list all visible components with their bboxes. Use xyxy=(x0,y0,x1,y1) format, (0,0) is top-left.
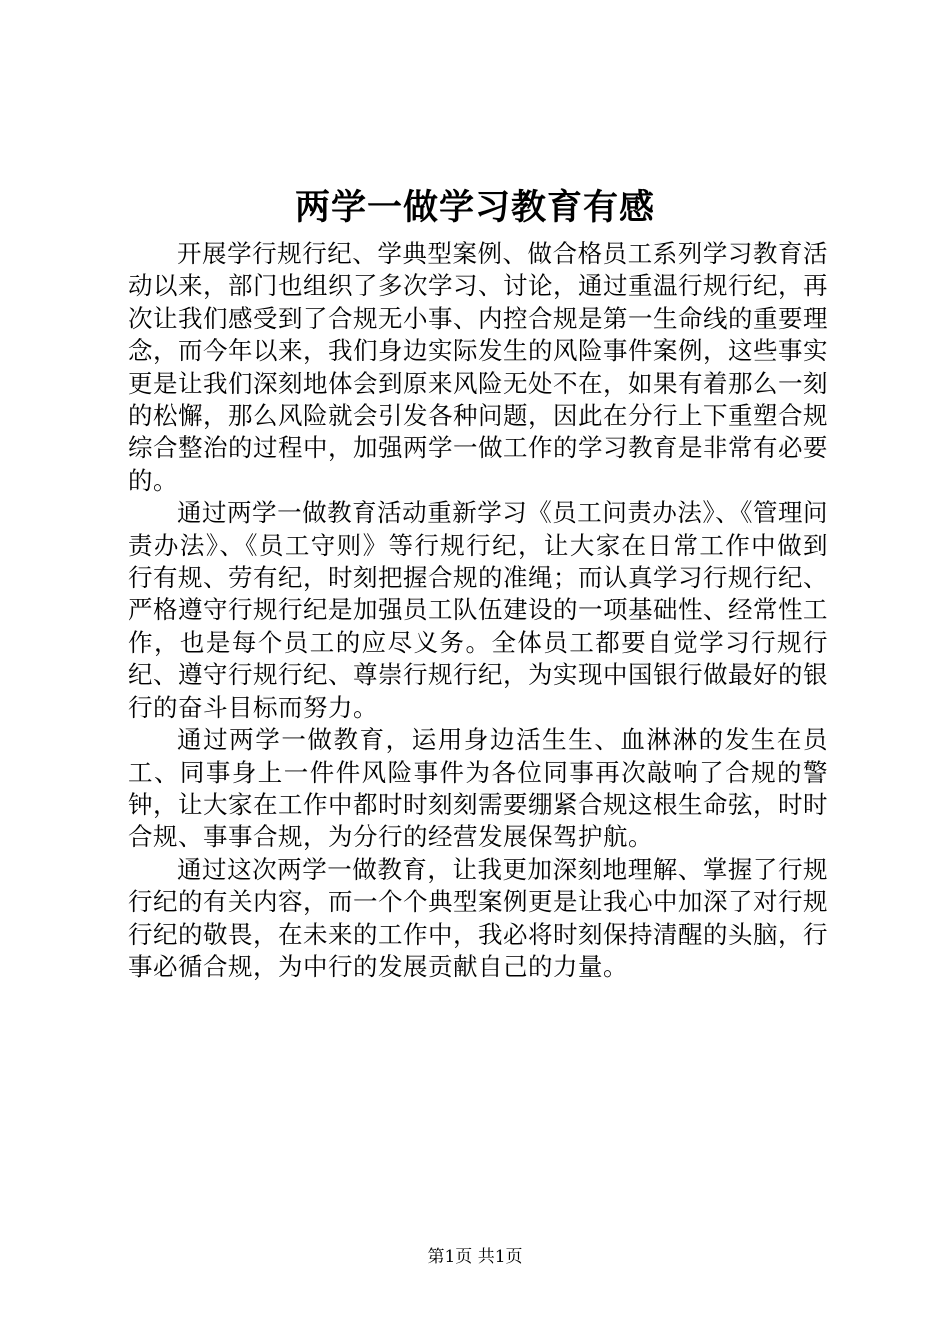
paragraph-4: 通过这次两学一做教育，让我更加深刻地理解、掌握了行规行纪的有关内容，而一个个典型案例更是让我心中加深了对行规行纪的敬畏，在未来的工作中，我必将时刻保持清醒的头脑，行事必循合规，为中行的发展贡献自己的力量。 xyxy=(128,854,828,981)
paragraph-1: 开展学行规行纪、学典型案例、做合格员工系列学习教育活动以来，部门也组织了多次学习、讨论，通过重温行规行纪，再次让我们感受到了合规无小事、内控合规是第一生命线的重要理念，而今年以来，我们身边实际发生的风险事件案例，这些事实更是让我们深刻地体会到原来风险无处不在，如果有着那么一刻的松懈，那么风险就会引发各种问题，因此在分行上下重塑合规综合整治的过程中，加强两学一做工作的学习教育是非常有必要的。 xyxy=(128,239,828,495)
document-body xyxy=(128,238,828,983)
page-footer: 第1页 共1页 xyxy=(427,1247,523,1267)
document-title: 两学一做学习教育有感 xyxy=(294,187,655,228)
paragraph-2: 通过两学一做教育活动重新学习《员工问责办法》、《管理问责办法》、《员工守则》等行规行纪，让大家在日常工作中做到行有规、劳有纪，时刻把握合规的准绳；而认真学习行规行纪、严格遵守行规行纪是加强员工队伍建设的一项基础性、经常性工作，也是每个员工的应尽义务。全体员工都要自觉学习行规行纪、遵守行规行纪、尊崇行规行纪，为实现中国银行做最好的银行的奋斗目标而努力。 xyxy=(128,498,828,722)
paragraph-3: 通过两学一做教育，运用身边活生生、血淋淋的发生在员工、同事身上一件件风险事件为各位同事再次敲响了合规的警钟，让大家在工作中都时时刻刻需要绷紧合规这根生命弦，时时合规、事事合规，为分行的经营发展保驾护航。 xyxy=(128,725,828,852)
